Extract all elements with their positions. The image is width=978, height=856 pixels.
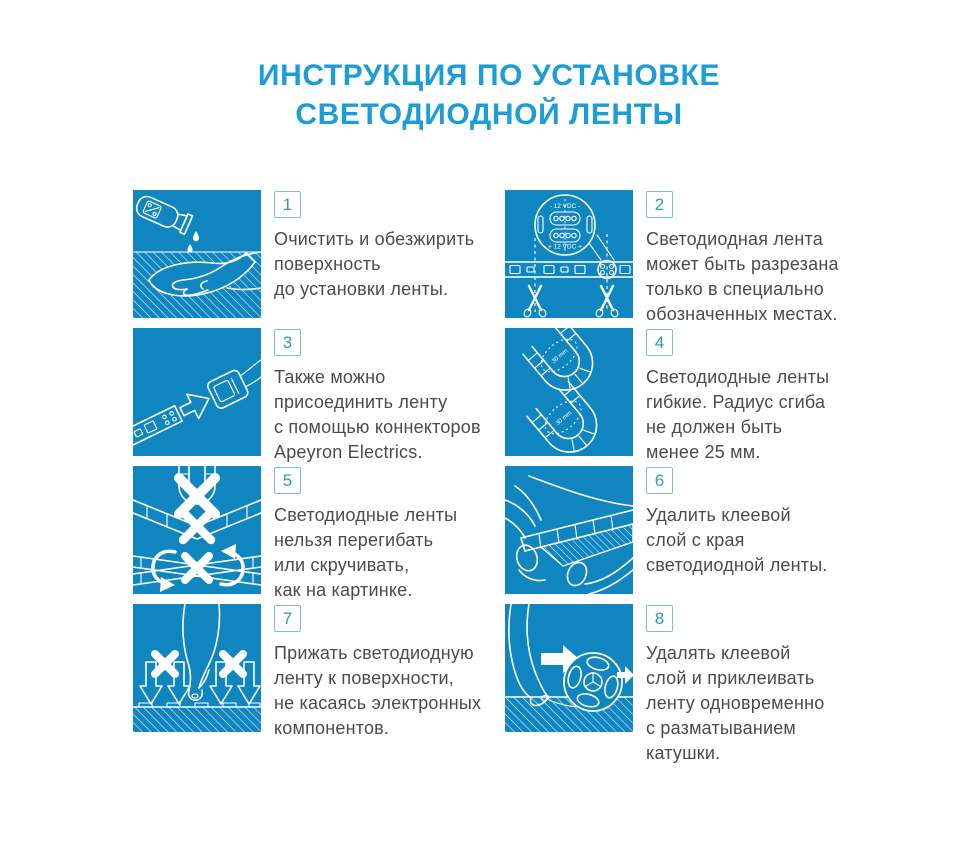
step-text-line: может быть разрезана (646, 254, 839, 274)
step-text-line: Также можно (274, 367, 386, 387)
step-text-line: Светодиодная лента (646, 229, 823, 249)
step-card-4 (495, 320, 877, 462)
step-text-line: до установки ленты. (274, 279, 449, 299)
steps-grid (133, 190, 877, 763)
step-number-badge: 4 (646, 329, 673, 356)
title-line-2: СВЕТОДИОДНОЙ ЛЕНТЫ (295, 98, 683, 131)
step-text-line: менее 25 мм. (646, 442, 761, 462)
instruction-sheet (0, 56, 978, 856)
step-text-line: ленту одновременно (646, 693, 825, 713)
step-text-line: ленту к поверхности, (274, 668, 454, 688)
unwind-and-stick-icon (505, 604, 633, 732)
page-title (0, 56, 978, 134)
step-text-line: нельзя перегибать (274, 530, 434, 550)
cut-marked-places-icon (505, 190, 633, 318)
step-number-badge: 2 (646, 191, 673, 218)
step-text-line: Светодиодные ленты (274, 505, 458, 525)
step-text-line: с помощью коннекторов (274, 417, 481, 437)
title-line-1: ИНСТРУКЦИЯ ПО УСТАНОВКЕ (257, 59, 721, 92)
step-text-line: не касаясь электронных (274, 693, 482, 713)
connector-attach-icon (133, 328, 261, 456)
step-text-line: или скручивать, (274, 555, 410, 575)
step-number-badge: 6 (646, 467, 673, 494)
step-text-line: обозначенных местах. (646, 304, 838, 324)
step-text-line: Apeyron Electrics. (274, 442, 423, 462)
remove-adhesive-edge-icon (505, 466, 633, 594)
clean-degrease-surface-icon (133, 190, 261, 318)
step-card-8 (505, 604, 877, 763)
voltage-label: - 12 VDC - (549, 203, 581, 210)
step-number-badge: 8 (646, 605, 673, 632)
step-text-line: Светодиодные ленты (646, 367, 830, 387)
step-text-line: Удалить клеевой (646, 505, 791, 525)
step-card-3 (133, 328, 505, 462)
bend-radius-icon: 30 mm (505, 328, 633, 456)
step-text-line: гибкие. Радиус сгиба (646, 392, 826, 412)
step-text-line: не должен быть (646, 417, 783, 437)
step-card-5 (133, 466, 505, 600)
step-text-line: катушки. (646, 743, 721, 763)
voltage-label: + 12 VDC + (548, 243, 582, 251)
step-text-line: слой с края (646, 530, 745, 550)
step-number-badge: 5 (274, 467, 301, 494)
step-card-6 (505, 466, 877, 594)
step-text-line: Прижать светодиодную (274, 643, 474, 663)
step-card-1 (133, 190, 505, 318)
step-text-line: слой и приклеивать (646, 668, 815, 688)
reel-icon (564, 653, 622, 711)
step-text-line: только в специально (646, 279, 824, 299)
step-text-line: как на картинке. (274, 580, 413, 600)
step-card-2 (505, 190, 877, 324)
step-text-line: Очистить и обезжирить (274, 229, 475, 249)
step-number-badge: 3 (274, 329, 301, 356)
step-text-line: компонентов. (274, 718, 390, 738)
step-text-line: с разматыванием (646, 718, 796, 738)
step-card-7 (133, 604, 505, 738)
no-fold-twist-icon (133, 466, 261, 594)
press-strip-icon (133, 604, 261, 732)
step-number-badge: 1 (274, 191, 301, 218)
step-text-line: присоединить ленту (274, 392, 448, 412)
step-text-line: поверхность (274, 254, 381, 274)
step-text-line: Удалять клеевой (646, 643, 791, 663)
step-number-badge: 7 (274, 605, 301, 632)
step-text-line: светодиодной ленты. (646, 555, 828, 575)
